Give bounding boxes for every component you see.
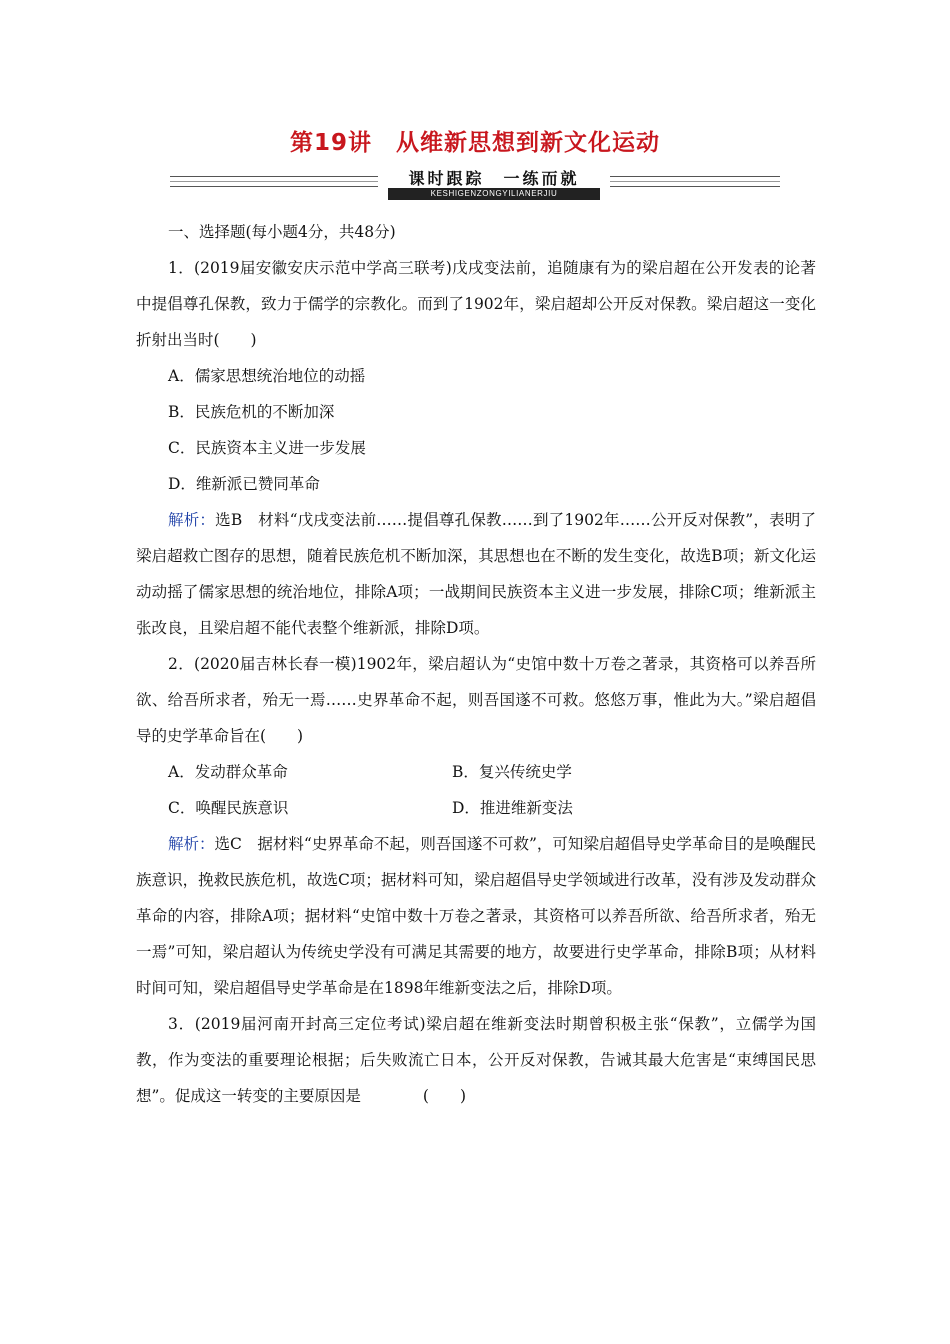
banner-title: 课时跟踪 一练而就 [408, 169, 580, 188]
question-1-option-a: A．儒家思想统治地位的动摇 [168, 367, 366, 385]
analysis-label: 解析： [168, 511, 216, 529]
page-title: 第19讲 从维新思想到新文化运动 [289, 130, 660, 156]
question-1-analysis [136, 502, 816, 646]
question-2-options-row-2 [136, 790, 816, 826]
section-banner [170, 164, 780, 204]
question-2-option-a: A．发动群众革命 [168, 763, 288, 781]
section-heading: 一、选择题(每小题4分，共48分) [168, 223, 396, 241]
question-2-analysis [136, 826, 816, 1006]
banner-tag [378, 166, 610, 196]
question-1-option-b: B．民族危机的不断加深 [168, 403, 335, 421]
question-3-stem: 3．(2019届河南开封高三定位考试)梁启超在维新变法时期曾积极主张“保教”，立儒学为国教，作为变法的重要理论根据；后失败流亡日本，公开反对保教，告诫其最大危害是“束缚国民思想”。促成这一转变的主要原因是 ( ) [136, 1015, 816, 1105]
question-2-option-b: B．复兴传统史学 [452, 763, 572, 781]
question-1-option-c: C．民族资本主义进一步发展 [168, 439, 366, 457]
analysis-label: 解析： [168, 835, 215, 853]
document-body [136, 214, 816, 1114]
question-2-option-c: C．唤醒民族意识 [168, 799, 289, 817]
question-1-stem: 1．(2019届安徽安庆示范中学高三联考)戊戌变法前，追随康有为的梁启超在公开发表的论著中提倡尊孔保教，致力于儒学的宗教化。而到了1902年，梁启超却公开反对保教。梁启超这一变化折射出当时( ) [136, 259, 816, 349]
analysis-text: 选B 材料“戊戌变法前……提倡尊孔保教……到了1902年……公开反对保教”，表明了梁启超救亡图存的思想，随着民族危机不断加深，其思想也在不断的发生变化，故选B项；新文化运动动摇了儒家思想的统治地位，排除A项；一战期间民族资本主义进一步发展，排除C项；维新派主张改良，且梁启超不能代表整个维新派，排除D项。 [136, 511, 816, 637]
banner-subtitle: KESHIGENZONGYILIANERJIU [388, 188, 600, 200]
question-1-option-d: D．维新派已赞同革命 [168, 475, 320, 493]
question-2-option-d: D．推进维新变法 [452, 799, 573, 817]
analysis-text: 选C 据材料“史界革命不起，则吾国遂不可救”，可知梁启超倡导史学革命目的是唤醒民族意识，挽救民族危机，故选C项；据材料可知，梁启超倡导史学领域进行改革，没有涉及发动群众革命的内容，排除A项；据材料“史馆中数十万卷之著录，其资格可以养吾所欲、给吾所求者，殆无一焉”可知，梁启超认为传统史学没有可满足其需要的地方，故要进行史学革命，排除B项；从材料时间可知，梁启超倡导史学革命是在1898年维新变法之后，排除D项。 [136, 835, 816, 997]
question-2-options-row-1 [136, 754, 816, 790]
question-2-stem: 2．(2020届吉林长春一模)1902年，梁启超认为“史馆中数十万卷之著录，其资格可以养吾所欲、给吾所求者，殆无一焉……史界革命不起，则吾国遂不可救。悠悠万事，惟此为大。”梁启超倡导的史学革命旨在( ) [136, 655, 816, 745]
